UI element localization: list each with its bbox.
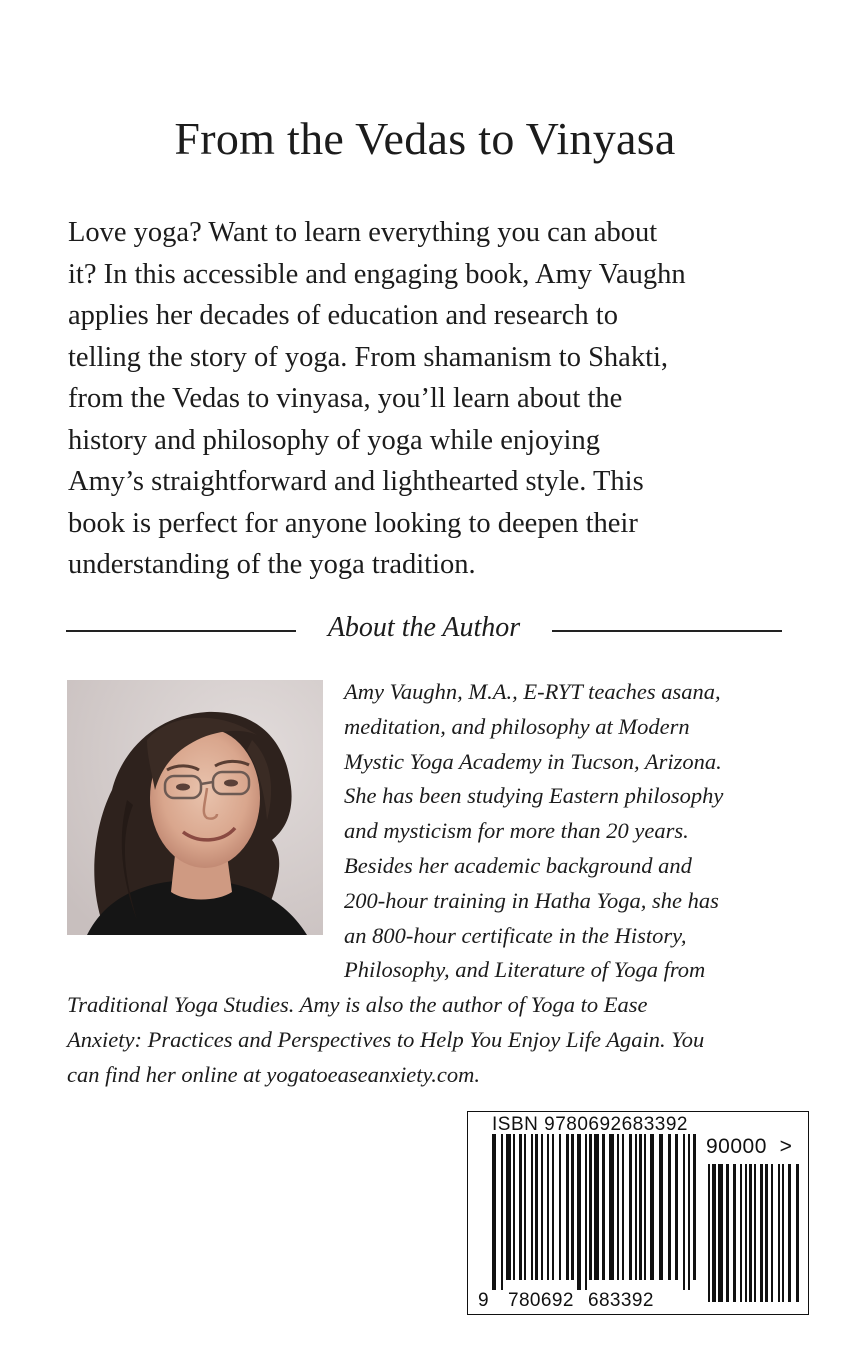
blurb-line: history and philosophy of yoga while enjoying [68,424,600,456]
barcode-bar [708,1164,710,1302]
bio-line: can find her online at yogatoeaseanxiety.com. [67,1061,481,1087]
barcode-bar [712,1164,716,1302]
barcode-bar [778,1164,780,1302]
barcode-bar [594,1134,599,1280]
barcode-bar [506,1134,511,1280]
price-marker: > [779,1135,793,1158]
barcode-bar [771,1164,773,1302]
barcode-bar [602,1134,605,1280]
bio-line: Besides her academic background and [344,852,692,878]
barcode-bar [541,1134,543,1280]
barcode-bar [675,1134,678,1280]
isbn-barcode [467,1111,809,1315]
bio-line: Amy Vaughn, M.A., E-RYT teaches asana, [344,679,721,704]
author-bio [344,675,774,988]
barcode-bar [513,1134,515,1280]
bio-line: She has been studying Eastern philosophy [344,783,724,809]
barcode-bar [650,1134,654,1280]
blurb-line: Amy’s straightforward and lighthearted style. This [68,466,644,497]
barcode-digit-first: 9 [478,1290,489,1311]
barcode-bar [524,1134,526,1280]
divider-right [552,630,782,632]
barcode-bar [501,1134,503,1290]
barcode-bar [733,1164,736,1302]
author-photo [67,680,323,935]
barcode-bar [765,1164,768,1302]
bio-line: Mystic Yoga Academy in Tucson, Arizona. [344,748,722,774]
bio-line: Anxiety: Practices and Perspectives to Help You Enjoy Life Again. You [67,1026,705,1052]
barcode-bar [547,1134,549,1280]
barcode-bar [749,1164,752,1302]
barcode-digits-group-2: 683392 [588,1290,654,1311]
barcode-bar [492,1134,496,1290]
bio-line: an 800-hour certificate in the History, [344,922,687,948]
barcode-bar [659,1134,663,1280]
price-code-value: 90000 [706,1135,767,1158]
barcode-bar [559,1134,561,1280]
barcode-bar [668,1134,671,1280]
barcode-digits-group-1: 780692 [508,1290,574,1311]
barcode-bar [571,1134,574,1280]
author-portrait-icon [67,680,323,935]
barcode-bar [644,1134,646,1280]
author-bio-continued [67,988,783,1092]
barcode-bar [635,1134,637,1280]
barcode-bar [718,1164,723,1302]
barcode-bar [760,1164,763,1302]
barcode-bar [577,1134,581,1290]
barcode-bar [740,1164,742,1302]
barcode-bar [639,1134,642,1280]
barcode-bar [788,1164,791,1302]
isbn-label: ISBN 9780692683392 [492,1114,688,1135]
book-title: From the Vedas to Vinyasa [174,113,676,164]
barcode-bar [609,1134,614,1280]
barcode-bar [796,1164,799,1302]
price-code [706,1135,792,1159]
bio-line: Traditional Yoga Studies. Amy is also the author of Yoga to Ease [67,992,648,1017]
barcode-bar [552,1134,554,1280]
bio-line: 200-hour training in Hatha Yoga, she has [344,887,719,913]
barcode-bar [693,1134,696,1280]
blurb-line: from the Vedas to vinyasa, you’ll learn about the [68,383,623,414]
barcode-bar [617,1134,619,1280]
blurb-line: book is perfect for anyone looking to deepen their [68,507,638,539]
blurb-line: telling the story of yoga. From shamanism to Shakti, [68,341,669,373]
about-author-heading [66,610,782,654]
blurb-line: applies her decades of education and research to [68,300,618,331]
bio-line: and mysticism for more than 20 years. [344,818,689,844]
barcode-bar [683,1134,685,1290]
barcode-bar [754,1164,756,1302]
barcode-bar [688,1134,690,1290]
bio-line: meditation, and philosophy at Modern [344,713,690,739]
blurb-line: Love yoga? Want to learn everything you can about [68,217,658,248]
barcode-bar [531,1134,533,1280]
barcode-bar [589,1134,592,1280]
bio-line: Philosophy, and Literature of Yoga from [344,957,706,983]
barcode-bar [726,1164,729,1302]
blurb-line: it? In this accessible and engaging book, Amy Vaughn [68,258,686,290]
barcode-bar [519,1134,522,1280]
book-description [68,212,748,586]
barcode-bar [782,1164,784,1302]
barcode-bar [745,1164,747,1302]
about-author-label: About the Author [327,612,521,643]
barcode-bar [585,1134,587,1290]
barcode-bar [566,1134,569,1280]
barcode-bar [535,1134,538,1280]
blurb-line: understanding of the yoga tradition. [68,549,476,580]
barcode-bar [622,1134,624,1280]
barcode-bar [629,1134,632,1280]
